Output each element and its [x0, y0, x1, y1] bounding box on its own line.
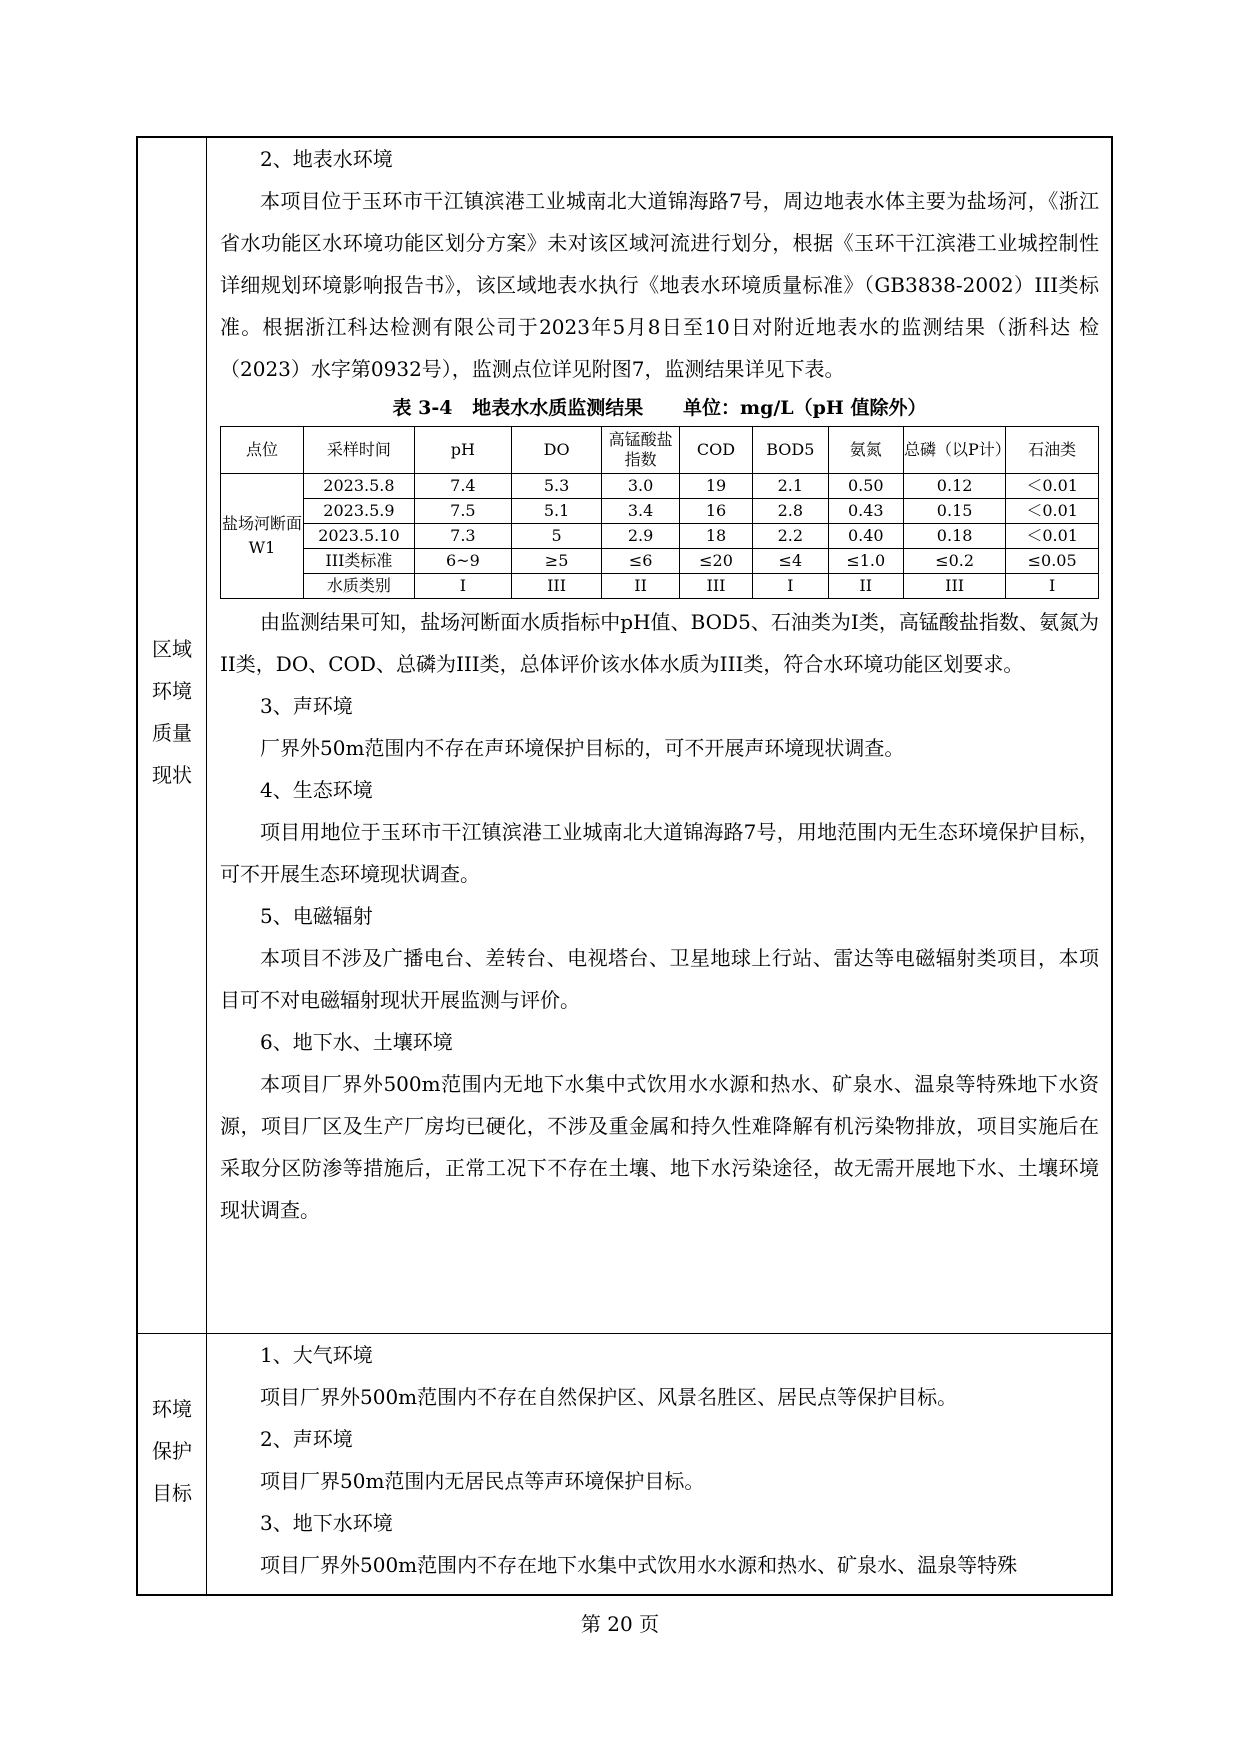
table-cell: 2.8 [753, 499, 828, 524]
paragraph-ecology: 项目用地位于玉环市干江镇滨港工业城南北大道锦海路7号，用地范围内无生态环境保护目标，可不开展生态环境现状调查。 [220, 820, 1099, 886]
table-cell: 7.3 [414, 524, 511, 549]
table-cell: 19 [679, 474, 752, 499]
table-cell: ≥5 [511, 549, 601, 574]
table-cell: 5.1 [511, 499, 601, 524]
paragraph-groundwater-soil: 本项目厂界外500m范围内无地下水集中式饮用水水源和热水、矿泉水、温泉等特殊地下水资源，项目厂区及生产厂房均已硬化，不涉及重金属和持久性难降解有机污染物排放，项目实施后在采取分区防渗等措施后，正常工况下不存在土壤、地下水污染途径，故无需开展地下水、土壤环境现状调查。 [220, 1072, 1099, 1222]
label-line: 保护 [152, 1439, 192, 1463]
label-line: 目标 [152, 1481, 192, 1505]
header-cell: COD [679, 427, 752, 474]
header-cell: 点位 [221, 427, 304, 474]
label-line: 环境 [152, 1397, 192, 1421]
paragraph-electromagnetic: 本项目不涉及广播电台、差转台、电视塔台、卫星地球上行站、雷达等电磁辐射类项目，本项目可不对电磁辐射现状开展监测与评价。 [220, 946, 1099, 1012]
header-cell: 氨氮 [828, 427, 903, 474]
table-cell: 2.1 [753, 474, 828, 499]
table-cell: ≤1.0 [828, 549, 903, 574]
table-row [221, 549, 1099, 574]
table-cell: 18 [679, 524, 752, 549]
row-label-protection-targets [138, 1388, 206, 1514]
label-line: 现状 [152, 763, 192, 787]
table-cell: 0.12 [903, 474, 1005, 499]
header-cell: pH [414, 427, 511, 474]
table-cell: 0.43 [828, 499, 903, 524]
label-line: 环境 [152, 679, 192, 703]
paragraph-groundwater: 项目厂界外500m范围内不存在地下水集中式饮用水水源和热水、矿泉水、温泉等特殊 [260, 1553, 1018, 1577]
paragraph-surface-water: 本项目位于玉环市干江镇滨港工业城南北大道锦海路7号，周边地表水体主要为盐场河，《浙江省水功能区水环境功能区划分方案》未对该区域河流进行划分，根据《玉环干江滨港工业城控制性详细规划环境影响报告书》，该区域地表水执行《地表水环境质量标准》（GB3838-2002）III类标准。根据浙江科达检测有限公司于2023年5月8日至10日对附近地表水的监测结果（浙科达 检（2023）水字第0932号），监测点位详见附图7，监测结果详见下表。 [220, 189, 1099, 381]
site-cell: 盐场河断面 W1 [221, 474, 304, 599]
table-cell: 水质类别 [303, 574, 414, 599]
table-cell: ＜0.01 [1006, 474, 1099, 499]
table-cell: 0.40 [828, 524, 903, 549]
table-cell: ＜0.01 [1006, 524, 1099, 549]
table-cell: 0.50 [828, 474, 903, 499]
label-line: 质量 [152, 721, 192, 745]
table-row [221, 474, 1099, 499]
table-cell: 2023.5.8 [303, 474, 414, 499]
table-cell: 5.3 [511, 474, 601, 499]
table-cell: 6~9 [414, 549, 511, 574]
table-cell: 2.9 [602, 524, 680, 549]
table-header-row [221, 427, 1099, 474]
header-cell: 石油类 [1006, 427, 1099, 474]
row-label-environment-status [138, 628, 206, 796]
table-cell: ＜0.01 [1006, 499, 1099, 524]
column-divider [206, 138, 207, 1594]
table-cell: ≤20 [679, 549, 752, 574]
label-line: 区域 [152, 637, 192, 661]
table-row [221, 499, 1099, 524]
table-cell: 2023.5.9 [303, 499, 414, 524]
header-cell: BOD5 [753, 427, 828, 474]
protection-targets-content [220, 1334, 1099, 1586]
table-cell: ≤0.2 [903, 549, 1005, 574]
heading-ecology: 4、生态环境 [260, 778, 373, 802]
table-cell: 0.15 [903, 499, 1005, 524]
table-cell: 3.4 [602, 499, 680, 524]
table-cell: 7.4 [414, 474, 511, 499]
header-cell: 总磷（以P计） [903, 427, 1005, 474]
water-quality-table [220, 426, 1099, 599]
table-cell: I [414, 574, 511, 599]
heading-surface-water: 2、地表水环境 [260, 147, 393, 171]
page-number: 第 20 页 [580, 1612, 660, 1636]
table-cell: 0.18 [903, 524, 1005, 549]
table-cell: 3.0 [602, 474, 680, 499]
heading-acoustic-target: 2、声环境 [260, 1427, 353, 1451]
paragraph-acoustic-target: 项目厂界50m范围内无居民点等声环境保护目标。 [260, 1469, 705, 1493]
table-row [221, 574, 1099, 599]
heading-electromagnetic: 5、电磁辐射 [260, 904, 373, 928]
table-cell: III [511, 574, 601, 599]
table-cell: 5 [511, 524, 601, 549]
header-cell: 采样时间 [303, 427, 414, 474]
form-frame [136, 136, 1113, 1596]
header-cell: 高锰酸盐指数 [602, 427, 680, 474]
table-row [221, 524, 1099, 549]
paragraph-acoustic: 厂界外50m范围内不存在声环境保护目标的，可不开展声环境现状调查。 [260, 736, 905, 760]
heading-atmosphere: 1、大气环境 [260, 1343, 373, 1367]
table-cell: ≤6 [602, 549, 680, 574]
heading-groundwater-soil: 6、地下水、土壤环境 [260, 1030, 453, 1054]
table-cell: II [602, 574, 680, 599]
table-cell: 7.5 [414, 499, 511, 524]
table-cell: 16 [679, 499, 752, 524]
environment-status-content [220, 138, 1099, 1231]
table-cell: II [828, 574, 903, 599]
table-cell: I [753, 574, 828, 599]
table-cell: ≤4 [753, 549, 828, 574]
heading-acoustic: 3、声环境 [260, 694, 353, 718]
table-cell: 2.2 [753, 524, 828, 549]
heading-groundwater: 3、地下水环境 [260, 1511, 393, 1535]
paragraph-atmosphere: 项目厂界外500m范围内不存在自然保护区、风景名胜区、居民点等保护目标。 [260, 1385, 958, 1409]
table-cell: ≤0.05 [1006, 549, 1099, 574]
paragraph-monitoring-conclusion: 由监测结果可知，盐场河断面水质指标中pH值、BOD5、石油类为I类，高锰酸盐指数、氨氮为II类，DO、COD、总磷为III类，总体评价该水体水质为III类，符合水环境功能区划要求。 [220, 610, 1099, 676]
table-cell: 2023.5.10 [303, 524, 414, 549]
table-cell: III [679, 574, 752, 599]
table-cell: III [903, 574, 1005, 599]
table-cell: III类标准 [303, 549, 414, 574]
header-cell: DO [511, 427, 601, 474]
table-caption: 表 3-4 地表水水质监测结果 单位：mg/L（pH 值除外） [392, 397, 927, 419]
table-cell: I [1006, 574, 1099, 599]
